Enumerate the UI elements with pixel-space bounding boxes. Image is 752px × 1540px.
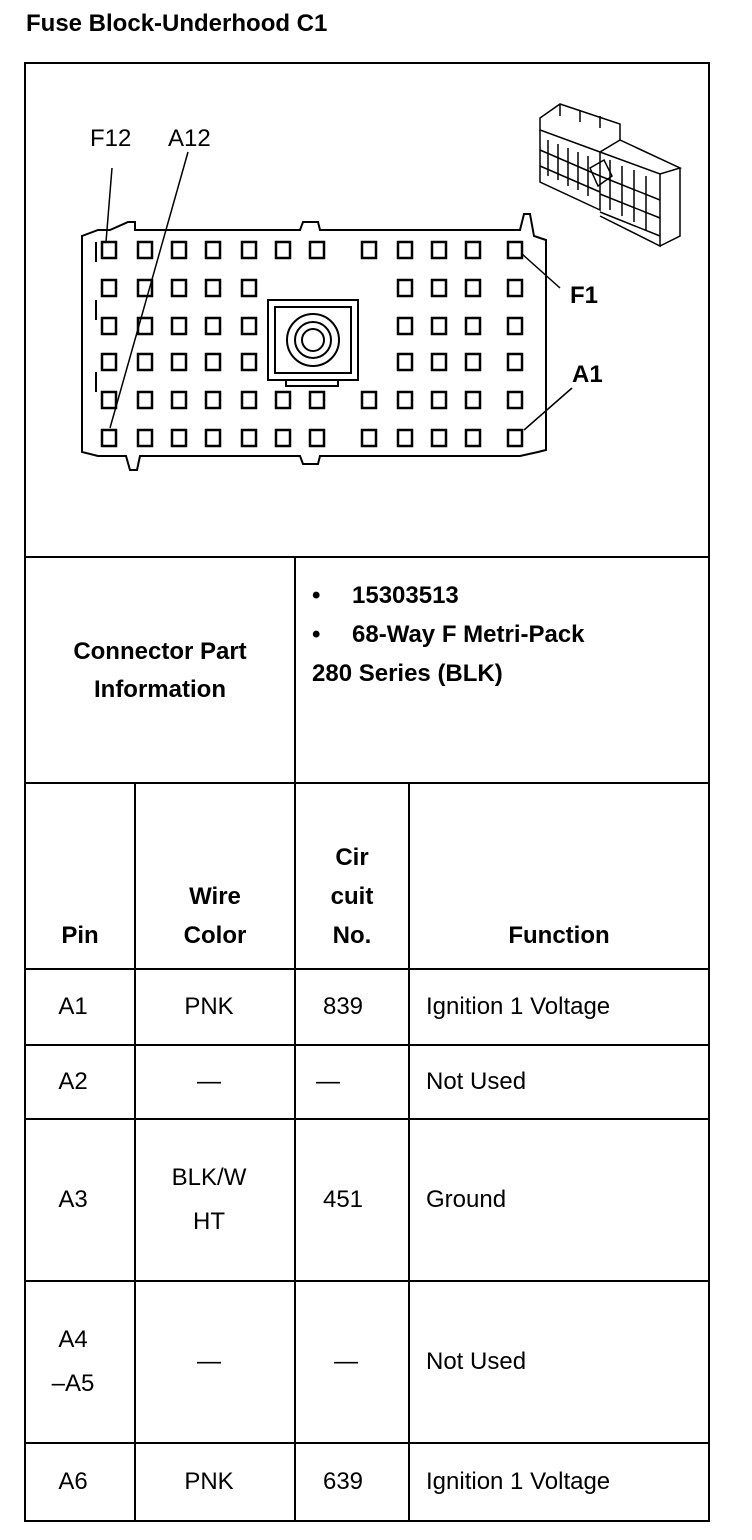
connector-cavity: [362, 430, 376, 446]
connector-cavity: [138, 242, 152, 258]
table-row-pin: A6: [58, 1468, 88, 1495]
table-row-pin: A2: [58, 1068, 88, 1095]
connector-cavity: [206, 280, 220, 296]
connector-cavity: [398, 392, 412, 408]
header-circuit-no: [296, 838, 408, 955]
connector-description-line1: 68-Way F Metri-Pack: [352, 621, 585, 648]
connector-cavity: [242, 354, 256, 370]
connector-cavity: [466, 392, 480, 408]
connector-cavity: [310, 392, 324, 408]
table-row-circuit: —: [316, 1068, 340, 1095]
connector-cavity: [466, 280, 480, 296]
connector-cavity: [242, 430, 256, 446]
connector-cavity: [138, 392, 152, 408]
label-f1: F1: [570, 282, 599, 309]
connector-cavity: [172, 242, 186, 258]
connector-cavity: [138, 430, 152, 446]
connector-cavity: [102, 392, 116, 408]
connector-cavity: [432, 318, 446, 334]
connector-cavity: [310, 242, 324, 258]
table-row-wire: [136, 1120, 282, 1280]
connector-cavity: [172, 354, 186, 370]
header-circuit-line3: No.: [332, 922, 372, 949]
table-row-pin-line2: –A5: [51, 1370, 95, 1397]
divider-info: [24, 782, 710, 784]
connector-cavity: [508, 280, 522, 296]
connector-cavity: [466, 242, 480, 258]
header-circuit-line2: cuit: [330, 883, 374, 910]
connector-cavity: [398, 242, 412, 258]
connector-cavity: [432, 354, 446, 370]
header-circuit-line1: Cir: [335, 844, 369, 871]
connector-cavity: [102, 318, 116, 334]
connector-cavity: [276, 392, 290, 408]
connector-cavity: [432, 280, 446, 296]
connector-cavity: [138, 354, 152, 370]
divider-col-function: [408, 782, 410, 1522]
connector-cavity: [102, 354, 116, 370]
bullet-icon: •: [312, 582, 321, 609]
connector-cavity: [398, 430, 412, 446]
table-row-wire: PNK: [184, 993, 234, 1020]
connector-cavity: [172, 280, 186, 296]
table-row-wire-line2: HT: [193, 1208, 225, 1235]
header-wire-color-line2: Color: [183, 922, 247, 949]
table-row-circuit: 839: [322, 993, 364, 1020]
header-function: Function: [508, 922, 610, 949]
connector-cavity: [172, 318, 186, 334]
table-row-function: Ground: [426, 1186, 507, 1213]
connector-cavity: [310, 430, 324, 446]
connector-cavity: [362, 242, 376, 258]
connector-cavity: [432, 242, 446, 258]
table-row-wire-line1: BLK/W: [171, 1164, 247, 1191]
table-row-pin: A1: [58, 993, 88, 1020]
divider-diagram: [24, 556, 710, 558]
connector-cavity: [206, 392, 220, 408]
connector-description-line2: 280 Series (BLK): [312, 660, 503, 687]
header-wire-color-line1: Wire: [189, 883, 241, 910]
connector-cavity: [398, 280, 412, 296]
table-row-pin-line1: A4: [58, 1326, 88, 1353]
connector-cavity: [102, 430, 116, 446]
part-number: 15303513: [352, 582, 459, 609]
connector-cavity: [206, 318, 220, 334]
table-row-wire: PNK: [184, 1468, 234, 1495]
connector-diagram: [0, 0, 752, 560]
label-a1: A1: [572, 361, 603, 388]
table-row-circuit: 451: [322, 1186, 364, 1213]
connector-cavity: [432, 392, 446, 408]
table-row-circuit: —: [334, 1348, 358, 1375]
table-row-wire: —: [197, 1348, 221, 1375]
table-row-function: Ignition 1 Voltage: [426, 1468, 611, 1495]
connector-cavity: [242, 280, 256, 296]
connector-cavity: [466, 354, 480, 370]
header-pin: Pin: [61, 922, 99, 949]
connector-cavity: [276, 242, 290, 258]
connector-cavity: [508, 392, 522, 408]
table-row-function: Not Used: [426, 1068, 527, 1095]
connector-cavity: [172, 392, 186, 408]
label-a12: A12: [168, 125, 211, 152]
connector-cavity: [172, 430, 186, 446]
connector-info-label: [26, 560, 294, 782]
table-row-circuit: 639: [322, 1468, 364, 1495]
connector-cavity: [242, 318, 256, 334]
connector-info-details: [312, 576, 702, 693]
connector-info-label-line2: Information: [93, 676, 226, 703]
connector-cavity: [432, 430, 446, 446]
connector-cavity: [466, 318, 480, 334]
connector-cavity: [102, 242, 116, 258]
connector-cavity: [276, 430, 290, 446]
connector-info-label-line1: Connector Part: [73, 638, 247, 665]
table-row-wire: —: [197, 1068, 221, 1095]
connector-cavity: [398, 318, 412, 334]
connector-cavity: [398, 354, 412, 370]
connector-cavity: [508, 242, 522, 258]
page-title: Fuse Block-Underhood C1: [26, 10, 328, 37]
connector-cavity: [508, 430, 522, 446]
connector-cavity: [242, 392, 256, 408]
table-row-pin: [26, 1282, 120, 1442]
header-wire-color: [136, 877, 294, 955]
connector-cavity: [242, 242, 256, 258]
table-row-pin: A3: [58, 1186, 88, 1213]
connector-cavity: [206, 242, 220, 258]
bullet-icon: •: [312, 621, 321, 648]
connector-cavity: [362, 392, 376, 408]
connector-cavity: [102, 280, 116, 296]
table-row-function: Ignition 1 Voltage: [426, 993, 611, 1020]
table-row-function: Not Used: [426, 1348, 527, 1375]
connector-cavity: [508, 354, 522, 370]
connector-cavity: [466, 430, 480, 446]
connector-cavity: [508, 318, 522, 334]
connector-cavity: [206, 354, 220, 370]
connector-cavity: [206, 430, 220, 446]
label-f12: F12: [90, 125, 132, 152]
